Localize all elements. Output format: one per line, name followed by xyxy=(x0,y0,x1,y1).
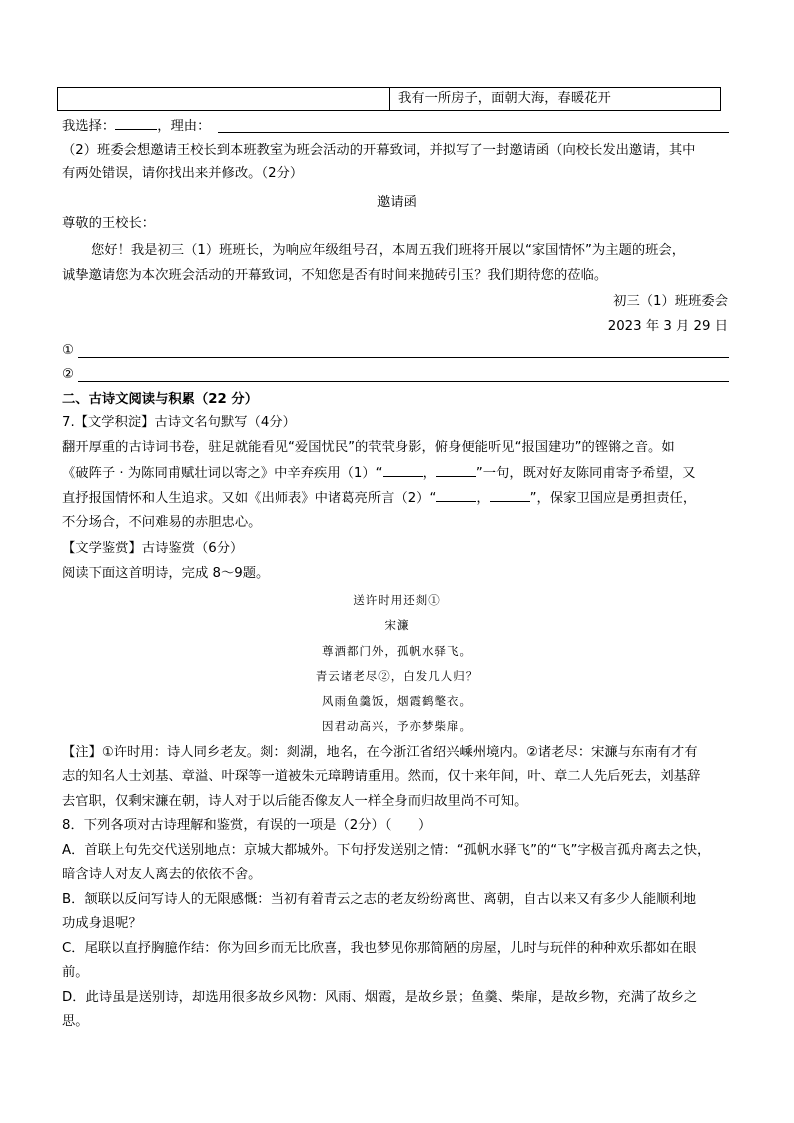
q8-option-a-2: 暗含诗人对友人离去的依依不舍。 xyxy=(62,867,262,882)
letter-title: 邀请函 xyxy=(377,195,417,210)
q7-label: 7.【文学积淀】古诗文名句默写（4分） xyxy=(62,415,296,430)
q7-line2-text-c: ”一句，既对好友陈同甫寄予希望，又 xyxy=(475,466,696,481)
section2-heading: 二、古诗文阅读与积累（22 分） xyxy=(62,392,258,407)
note-line-3: 去官职，仅剩宋濂在朝，诗人对于以后能否像友人一样全身而归故里尚不可知。 xyxy=(62,794,528,809)
q7-blank-1b[interactable] xyxy=(436,462,476,477)
reason-label: ，理由： xyxy=(157,119,211,134)
q7-line2 xyxy=(62,462,696,485)
q7-line1: 翻开厚重的古诗词书卷，驻足就能看见“爱国忧民”的茕茕身影，俯身便能听见“报国建功”的铿锵之音。如 xyxy=(62,440,675,455)
answer-mark-1: ① xyxy=(62,343,74,358)
poem-line-2: 青云诸老尽②，白发几人归？ xyxy=(315,669,479,683)
poem-line-4: 因君动高兴，予亦梦柴扉。 xyxy=(322,719,472,733)
poem-line-1: 尊酒都门外，孤帆水驿飞。 xyxy=(322,644,472,658)
q8-option-d-2: 思。 xyxy=(62,1014,89,1029)
reason-blank[interactable] xyxy=(218,132,729,133)
answer-table xyxy=(57,87,721,111)
appreciation-label: 【文学鉴赏】古诗鉴赏（6分） xyxy=(62,541,244,556)
choice-line xyxy=(62,115,210,138)
q7-blank-2a[interactable] xyxy=(436,487,476,502)
answer-line-2[interactable] xyxy=(78,381,729,382)
q8-option-d-1[interactable]: D．此诗虽是送别诗，却选用很多故乡风物：风雨、烟霞，是故乡景；鱼羹、柴扉，是故乡物，充满了故乡之 xyxy=(62,990,698,1005)
poem-author: 宋濂 xyxy=(384,618,410,632)
q7-line3-text-a: 直抒报国情怀和人生追求。又如《出师表》中诸葛亮所言（2）“ xyxy=(62,491,437,506)
answer-line-1[interactable] xyxy=(78,357,729,358)
letter-salutation: 尊敬的王校长： xyxy=(62,216,156,231)
poem-line-3: 风雨鱼羹饭，烟霞鹤氅衣。 xyxy=(322,694,472,708)
q7-line3 xyxy=(62,487,696,510)
q2-line1: （2）班委会想邀请王校长到本班教室为班会活动的开幕致词，并拟写了一封邀请函（向校长发出邀请，其中 xyxy=(62,143,696,158)
q2-line2: 有两处错误，请你找出来并修改。（2分） xyxy=(62,166,304,181)
q7-blank-2b[interactable] xyxy=(490,487,530,502)
letter-signer: 初三（1）班班委会 xyxy=(613,294,728,309)
choice-label: 我选择： xyxy=(62,119,116,134)
appreciation-intro: 阅读下面这首明诗，完成 8～9题。 xyxy=(62,566,270,581)
q7-line2-sep: ， xyxy=(422,466,436,481)
table-cell-right: 我有一所房子，面朝大海，春暖花开 xyxy=(398,91,611,106)
q8-option-b-2: 功成身退呢？ xyxy=(62,916,142,931)
q8-option-b-1[interactable]: B．颔联以反问写诗人的无限感慨：当初有着青云之志的老友纷纷离世、离朝，自古以来又有多少人能顺利地 xyxy=(62,892,697,907)
q7-line3-text-c: ”，保家卫国应是勇担责任， xyxy=(529,491,697,506)
q8-option-c-2: 前。 xyxy=(62,965,89,980)
q7-line4: 不分场合，不问难易的赤胆忠心。 xyxy=(62,515,262,530)
table-cell-left xyxy=(58,88,390,110)
letter-body-1: 您好！我是初三（1）班班长，为响应年级组号召，本周五我们班将开展以“家国情怀”为主题的班会， xyxy=(91,243,686,258)
q8-option-a-1[interactable]: A．首联上句先交代送别地点：京城大都城外。下句抒发送别之情：“孤帆水驿飞”的“飞”字极言孤舟离去之快， xyxy=(62,843,711,858)
q7-blank-1a[interactable] xyxy=(383,462,423,477)
q8-stem: 8．下列各项对古诗理解和鉴赏，有误的一项是（2分）（ ） xyxy=(62,818,432,833)
q8-option-c-1[interactable]: C．尾联以直抒胸臆作结：你为回乡而无比欣喜，我也梦见你那简陋的房屋，儿时与玩伴的种种欢乐都如在眼 xyxy=(62,941,697,956)
answer-mark-2: ② xyxy=(62,367,74,382)
letter-date: 2023 年 3 月 29 日 xyxy=(607,319,728,334)
letter-body-2: 诚挚邀请您为本次班会活动的开幕致词，不知您是否有时间来抛砖引玉？我们期待您的莅临。 xyxy=(62,268,608,283)
q7-line2-text-a: 《破阵子 · 为陈同甫赋壮词以寄之》中辛弃疾用（1）“ xyxy=(62,466,383,481)
q7-line3-sep: ， xyxy=(476,491,490,506)
note-line-2: 志的知名人士刘基、章溢、叶琛等一道被朱元璋聘请重用。然而，仅十来年间，叶、章二人先后死去，刘基辞 xyxy=(62,769,701,784)
poem-title: 送许时用还剡① xyxy=(353,593,441,607)
choice-blank[interactable] xyxy=(115,115,157,130)
note-line-1: 【注】①许时用：诗人同乡老友。剡：剡湖，地名，在今浙江省绍兴嵊州境内。②诸老尽：宋濂与东南有才有 xyxy=(62,745,698,760)
